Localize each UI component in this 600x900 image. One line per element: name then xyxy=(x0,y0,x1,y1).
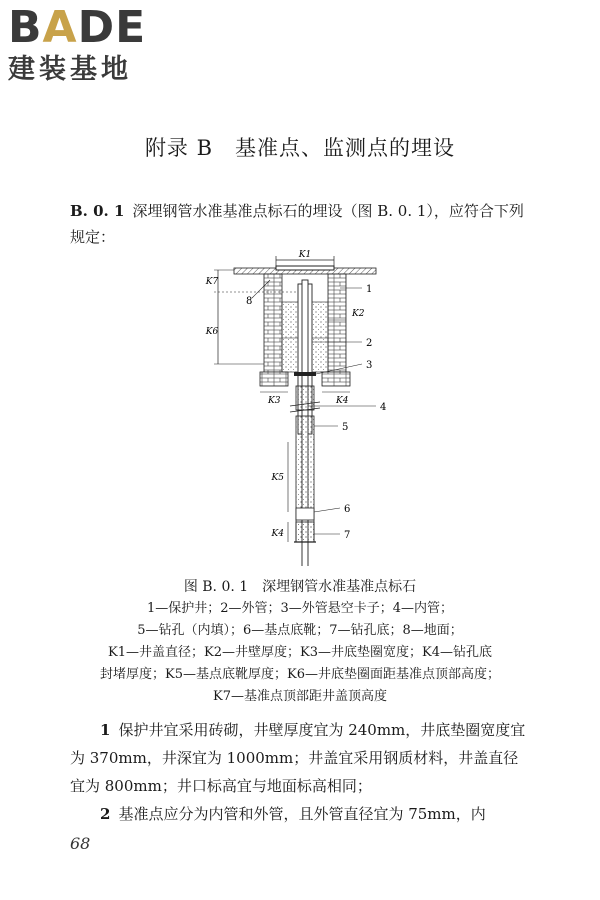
clause-b01 xyxy=(70,198,530,250)
dim-k4-mid: K4 xyxy=(336,396,349,406)
caption-line: K7—基准点顶部距井盖顶高度 xyxy=(213,689,387,704)
callout-6: 6 xyxy=(344,504,351,515)
caption-line: 5—钻孔（内填）；6—基点底靴；7—钻孔底；8—地面； xyxy=(137,623,463,638)
borehole-upper xyxy=(296,386,314,410)
item-text: 基准点应分为内管和外管，且外管直径宜为 75mm，内 xyxy=(118,805,486,823)
caption-line: 封堵厚度；K5—基点底靴厚度；K6—井底垫圈面距基准点顶部高度； xyxy=(100,667,500,682)
clause-text: 深埋钢管水准基准点标石的埋设（图 B. 0. 1），应符合下列规定： xyxy=(70,202,524,246)
outer-pipe-clamp xyxy=(294,372,316,376)
item-number: 2 xyxy=(100,805,111,823)
caption-line: 1—保护井；2—外管；3—外管悬空卡子；4—内管； xyxy=(146,601,454,616)
publisher-logo xyxy=(8,2,178,86)
callout-2: 2 xyxy=(366,338,373,349)
item-number: 1 xyxy=(100,721,111,739)
dim-k5: K5 xyxy=(271,473,284,483)
well-cover xyxy=(276,266,334,270)
item-text: 保护井宜采用砖砌，井壁厚度宜为 240mm，井底垫圈宽度宜为 370mm，井深宜为 1000mm；井盖宜采用钢质材料，井盖直径宜为 800mm；井口标高宜与地面标高相同； xyxy=(70,721,526,795)
dim-k2: K2 xyxy=(352,309,365,319)
well-wall-right xyxy=(328,274,346,372)
dim-k3: K3 xyxy=(268,396,281,406)
callout-1: 1 xyxy=(366,284,373,295)
benchmark-diagram xyxy=(190,246,430,566)
well-base-ring-right xyxy=(322,372,350,386)
caption-line: K1—井盖直径；K2—井壁厚度；K3—井底垫圈宽度；K4—钻孔底 xyxy=(108,645,492,660)
callout-3: 3 xyxy=(366,360,373,371)
logo-subtitle: 建装基地 xyxy=(8,54,132,85)
callout-8: 8 xyxy=(246,296,253,307)
callout-5: 5 xyxy=(342,422,349,433)
appendix-title: 附录 B 基准点、监测点的埋设 xyxy=(144,136,456,160)
dim-k4-bottom: K4 xyxy=(271,529,284,539)
page-number: 68 xyxy=(70,834,91,853)
callout-4: 4 xyxy=(380,402,387,413)
base-shoe xyxy=(296,508,314,520)
well-wall-left xyxy=(264,274,282,372)
dim-k6: K6 xyxy=(205,327,219,337)
list-item xyxy=(70,716,532,800)
well-base-ring-left xyxy=(260,372,288,386)
caption-title: 图 B. 0. 1 深埋钢管水准基准点标石 xyxy=(183,579,417,595)
clause-number: B. 0. 1 xyxy=(70,202,125,220)
logo-wordmark: BADE xyxy=(8,2,147,53)
borehole-bottom-plug xyxy=(296,522,314,542)
list-item xyxy=(70,800,532,828)
dim-k7: K7 xyxy=(205,277,219,287)
callout-7: 7 xyxy=(344,530,351,541)
figure-caption xyxy=(90,576,510,708)
benchmark-figure xyxy=(190,246,430,566)
dim-k1: K1 xyxy=(298,250,312,260)
